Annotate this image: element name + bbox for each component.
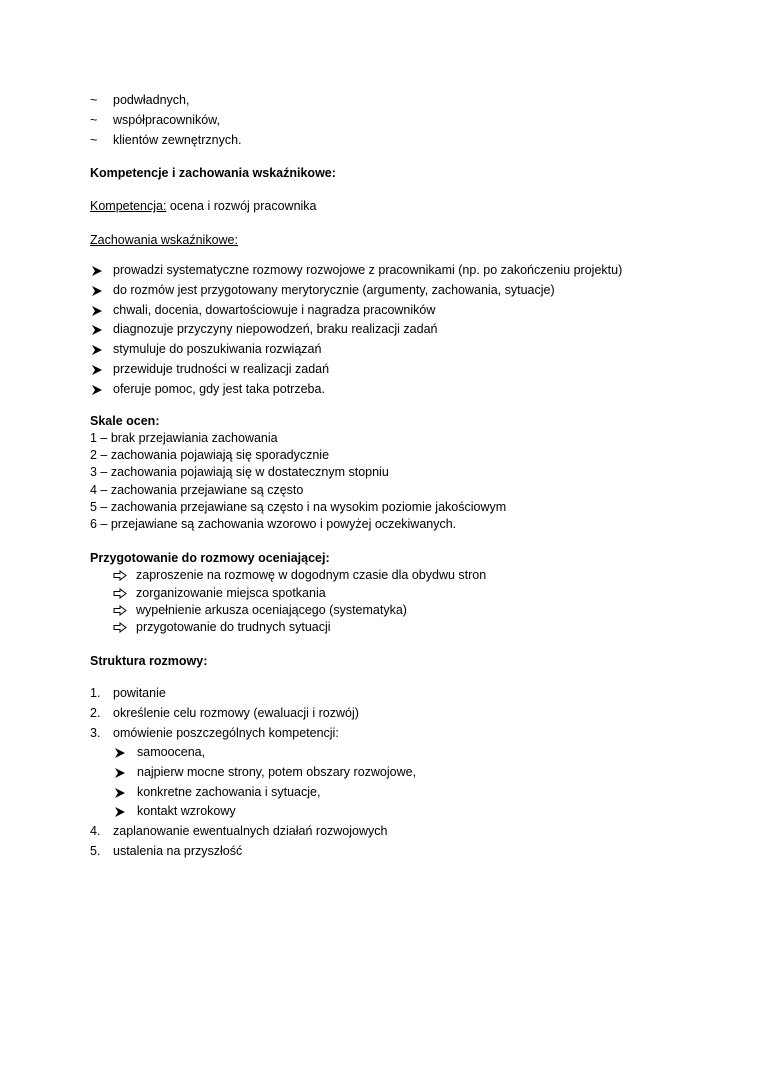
- list-number: 4.: [90, 824, 101, 838]
- list-item: chwali, docenia, dowartościowuje i nagradza pracowników: [113, 303, 436, 317]
- list-number: 5.: [90, 844, 101, 858]
- arrowhead-bullet-icon: [91, 305, 103, 317]
- list-item: ustalenia na przyszłość: [113, 844, 243, 858]
- scale-item: 6 – przejawiane są zachowania wzorowo i powyżej oczekiwanych.: [90, 517, 457, 531]
- list-number: 3.: [90, 726, 101, 740]
- arrowhead-bullet-icon: [114, 747, 126, 759]
- scale-item: 2 – zachowania pojawiają się sporadycznie: [90, 448, 330, 462]
- arrowhead-bullet-icon: [91, 344, 103, 356]
- arrowhead-bullet-icon: [91, 285, 103, 297]
- section-heading: Kompetencje i zachowania wskaźnikowe:: [90, 166, 336, 180]
- section-heading: Skale ocen:: [90, 414, 160, 428]
- competence-value: ocena i rozwój pracownika: [166, 199, 317, 213]
- list-item: oferuje pomoc, gdy jest taka potrzeba.: [113, 382, 325, 396]
- competence-line: [90, 197, 317, 216]
- outline-arrow-bullet-icon: [113, 588, 127, 599]
- sub-list-item: konkretne zachowania i sytuacje,: [137, 785, 321, 799]
- sub-list-item: najpierw mocne strony, potem obszary rozwojowe,: [137, 765, 417, 779]
- list-item: zaproszenie na rozmowę w dogodnym czasie dla obydwu stron: [136, 568, 487, 582]
- scale-item: 4 – zachowania przejawiane są często: [90, 483, 304, 497]
- scale-item: 1 – brak przejawiania zachowania: [90, 431, 278, 445]
- arrowhead-bullet-icon: [91, 384, 103, 396]
- list-number: 1.: [90, 686, 101, 700]
- tilde-bullet: ~: [90, 133, 98, 147]
- tilde-bullet: ~: [90, 93, 98, 107]
- list-item: współpracowników,: [113, 113, 220, 127]
- list-item: stymuluje do poszukiwania rozwiązań: [113, 342, 322, 356]
- section-heading: Zachowania wskaźnikowe:: [90, 233, 238, 247]
- list-item: wypełnienie arkusza oceniającego (systematyka): [136, 603, 407, 617]
- list-item: do rozmów jest przygotowany merytorycznie (argumenty, zachowania, sytuacje): [113, 283, 555, 297]
- list-item: zaplanowanie ewentualnych działań rozwojowych: [113, 824, 388, 838]
- list-item: klientów zewnętrznych.: [113, 133, 242, 147]
- list-item: prowadzi systematyczne rozmowy rozwojowe z pracownikami (np. po zakończeniu projektu): [113, 263, 623, 277]
- arrowhead-bullet-icon: [114, 806, 126, 818]
- section-heading: Przygotowanie do rozmowy oceniającej:: [90, 551, 330, 565]
- list-number: 2.: [90, 706, 101, 720]
- list-item: określenie celu rozmowy (ewaluacji i rozwój): [113, 706, 359, 720]
- list-item: przewiduje trudności w realizacji zadań: [113, 362, 330, 376]
- tilde-bullet: ~: [90, 113, 98, 127]
- scale-item: 5 – zachowania przejawiane są często i na wysokim poziomie jakościowym: [90, 500, 507, 514]
- list-item: omówienie poszczególnych kompetencji:: [113, 726, 339, 740]
- scale-item: 3 – zachowania pojawiają się w dostatecznym stopniu: [90, 465, 389, 479]
- outline-arrow-bullet-icon: [113, 605, 127, 616]
- arrowhead-bullet-icon: [114, 767, 126, 779]
- list-item: zorganizowanie miejsca spotkania: [136, 586, 326, 600]
- arrowhead-bullet-icon: [114, 787, 126, 799]
- outline-arrow-bullet-icon: [113, 622, 127, 633]
- list-item: diagnozuje przyczyny niepowodzeń, braku realizacji zadań: [113, 322, 438, 336]
- competence-label: Kompetencja:: [90, 199, 167, 213]
- arrowhead-bullet-icon: [91, 364, 103, 376]
- outline-arrow-bullet-icon: [113, 570, 127, 581]
- list-item: podwładnych,: [113, 93, 190, 107]
- arrowhead-bullet-icon: [91, 265, 103, 277]
- sub-list-item: kontakt wzrokowy: [137, 804, 236, 818]
- sub-list-item: samoocena,: [137, 745, 206, 759]
- arrowhead-bullet-icon: [91, 324, 103, 336]
- list-item: przygotowanie do trudnych sytuacji: [136, 620, 331, 634]
- section-heading: Struktura rozmowy:: [90, 654, 208, 668]
- list-item: powitanie: [113, 686, 166, 700]
